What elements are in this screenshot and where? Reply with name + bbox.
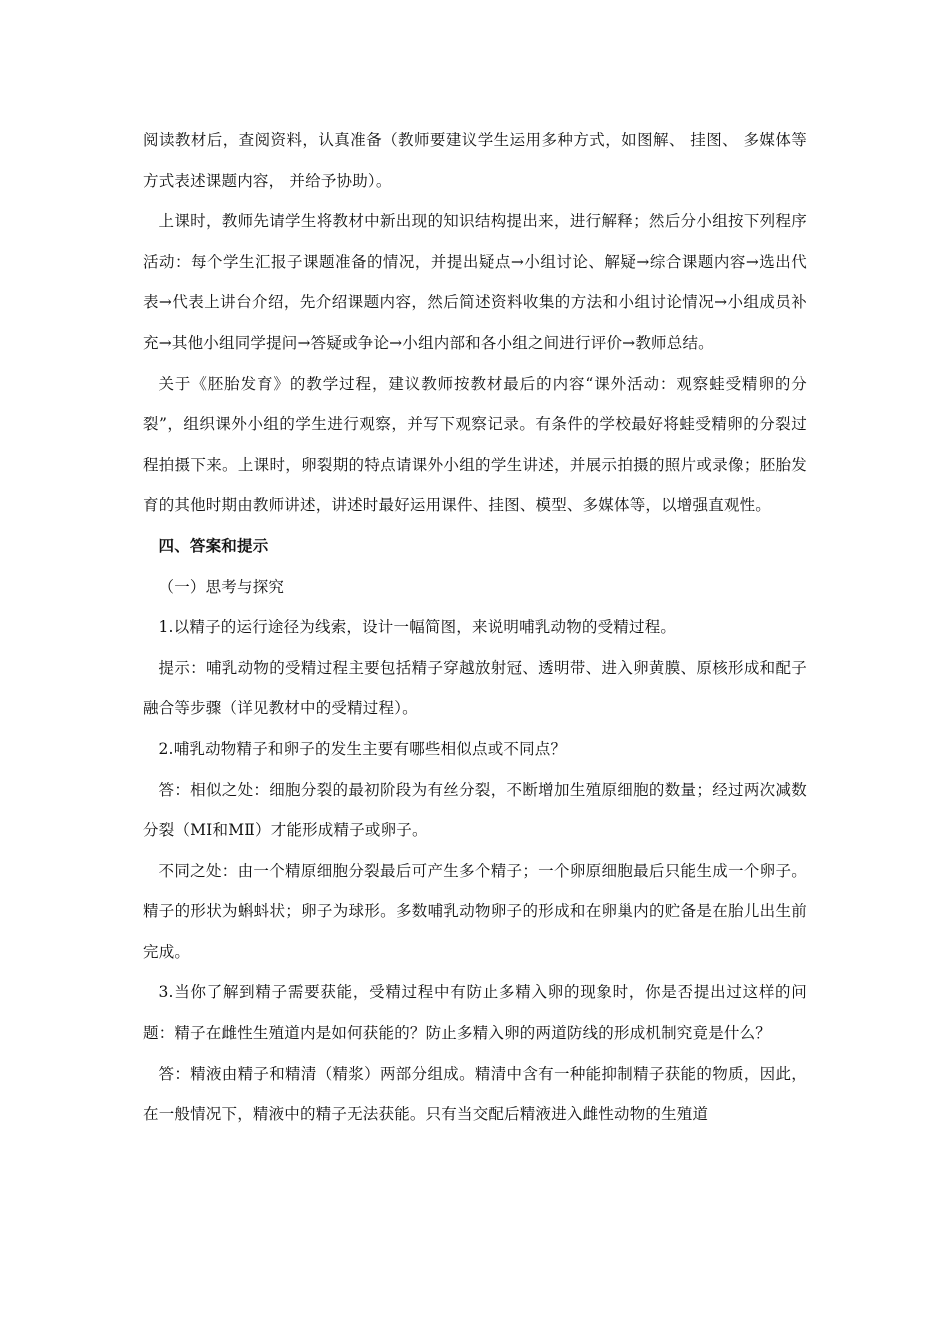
answer-2-similarities: 答：相似之处：细胞分裂的最初阶段为有丝分裂，不断增加生殖原细胞的数量；经过两次减数分裂（MⅠ和MⅡ）才能形成精子或卵子。 [143, 780, 807, 840]
paragraph-class-procedure: 上课时，教师先请学生将教材中新出现的知识结构提出来，进行解释；然后分小组按下列程序活动：每个学生汇报子课题准备的情况，并提出疑点→小组讨论、解疑→综合课题内容→选出代表→代表上讲台介绍，先介绍课题内容，然后简述资料收集的方法和小组讨论情况→小组成员补充→其他小组同学提问→答疑或争论→小组内部和各小组之间进行评价→教师总结。 [143, 212, 807, 352]
question-2: 2.哺乳动物精子和卵子的发生主要有哪些相似点或不同点？ [158, 739, 567, 758]
question-1: 1.以精子的运行途径为线索，设计一幅简图，来说明哺乳动物的受精过程。 [158, 618, 677, 637]
subsection-heading-think-explore: （一）思考与探究 [158, 577, 285, 596]
paragraph-embryo-development: 关于《胚胎发育》的教学过程，建议教师按教材最后的内容“课外活动：观察蛙受精卵的分裂”，组织课外小组的学生进行观察，并写下观察记录。有条件的学校最好将蛙受精卵的分裂过程拍摄下来。上课时，卵裂期的特点请课外小组的学生讲述，并展示拍摄的照片或录像；胚胎发育的其他时期由教师讲述，讲述时最好运用课件、挂图、模型、多媒体等，以增强直观性。 [143, 374, 807, 515]
answer-3: 答：精液由精子和精清（精浆）两部分组成。精清中含有一种能抑制精子获能的物质，因此，在一般情况下，精液中的精子无法获能。只有当交配后精液进入雌性动物的生殖道 [143, 1064, 807, 1124]
answer-2-differences: 不同之处：由一个精原细胞分裂最后可产生多个精子；一个卵原细胞最后只能生成一个卵子。精子的形状为蝌蚪状；卵子为球形。多数哺乳动物卵子的形成和在卵巢内的贮备是在胎儿出生前完成。 [143, 861, 807, 961]
paragraph-preparation: 阅读教材后，查阅资料，认真准备（教师要建议学生运用多种方式，如图解、 挂图、 多媒体等方式表述课题内容， 并给予协助）。 [143, 131, 807, 190]
hint-1: 提示：哺乳动物的受精过程主要包括精子穿越放射冠、透明带、进入卵黄膜、原核形成和配子融合等步骤（详见教材中的受精过程）。 [143, 658, 807, 718]
section-heading-answers: 四、答案和提示 [158, 535, 269, 555]
document-body [143, 120, 807, 1135]
question-3: 3.当你了解到精子需要获能，受精过程中有防止多精入卵的现象时，你是否提出过这样的问题：精子在雌性生殖道内是如何获能的？防止多精入卵的两道防线的形成机制究竟是什么？ [143, 983, 807, 1043]
